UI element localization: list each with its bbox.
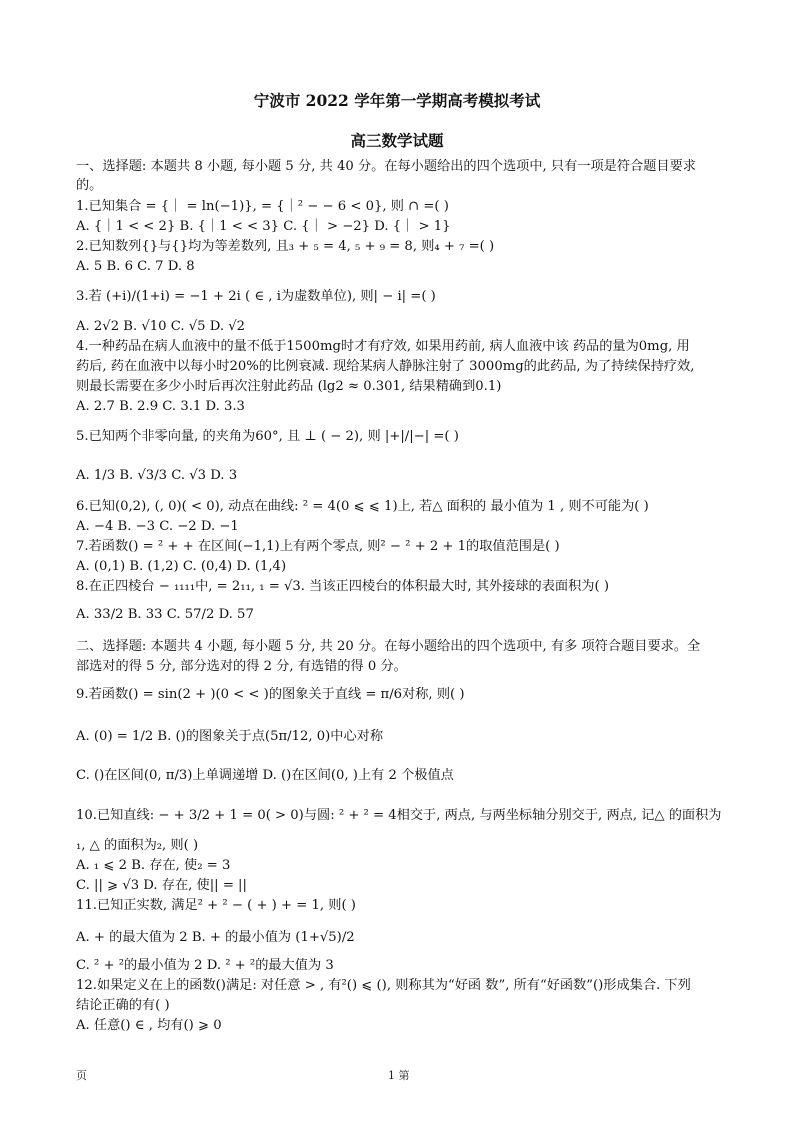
section1-intro-line1: 一、选择题: 本题共 8 小题, 每小题 5 分, 共 40 分。在每小题给出的四个选项中, 只有一项是符合题目要求: [76, 159, 696, 174]
q10-line2: ₁, △ 的面积为₂, 则( ): [76, 838, 199, 853]
q11-options-ab: A. + 的最大值为 2 B. + 的最小值为 (1+√5)/2: [76, 930, 355, 945]
q4-line3: 则最长需要在多少小时后再次注射此药品 (lg2 ≈ 0.301, 结果精确到0.1): [76, 379, 502, 394]
section2-intro-line1: 二、选择题: 本题共 4 小题, 每小题 5 分, 共 20 分。在每小题给出的四个选项中, 有多 项符合题目要求。全: [76, 639, 701, 654]
q9-options-cd: C. ()在区间(0, π/3)上单调递增 D. ()在区间(0, )上有 2 个极值点: [76, 768, 454, 783]
q10-options-cd: C. || ⩾ √3 D. 存在, 使|| = ||: [76, 878, 247, 893]
q8-stem: 8.在正四棱台 − ₁₁₁₁中, = 2₁₁, ₁ = √3. 当该正四棱台的体积最大时, 其外接球的表面积为( ): [76, 579, 609, 594]
section2-intro-line2: 部选对的得 5 分, 部分选对的得 2 分, 有选错的得 0 分。: [76, 659, 407, 674]
q7-stem: 7.若函数() = ² + + 在区间(−1,1)上有两个零点, 则² − ² + 2 + 1的取值范围是( ): [76, 539, 560, 554]
q11-stem: 11.已知正实数, 满足² + ² − ( + ) + = 1, 则( ): [76, 898, 356, 913]
q5-options: A. 1/3 B. √3/3 C. √3 D. 3: [76, 468, 238, 483]
q3-options: A. 2√2 B. √10 C. √5 D. √2: [76, 319, 246, 334]
q4-options: A. 2.7 B. 2.9 C. 3.1 D. 3.3: [76, 399, 245, 414]
q8-options: A. 33/2 B. 33 C. 57/2 D. 57: [76, 607, 254, 622]
subject-title: 高三数学试题: [350, 131, 444, 150]
q11-options-cd: C. ² + ²的最小值为 2 D. ² + ²的最大值为 3: [76, 958, 334, 973]
q12-line2: 结论正确的有( ): [76, 998, 170, 1013]
footer-page-label: 页: [76, 1069, 87, 1082]
q10-options-ab: A. ₁ ⩽ 2 B. 存在, 使₂ = 3: [76, 858, 231, 873]
section1-intro-line2: 的。: [76, 178, 103, 193]
q6-stem: 6.已知(0,2), (, 0)( < 0), 动点在曲线: ² = 4(0 ⩽ ⩽ 1)上, 若△ 面积的 最小值为 1 , 则不可能为( ): [76, 499, 649, 514]
footer-page-number: 1 第: [388, 1069, 410, 1082]
q12-option-a: A. 任意() ∈ , 均有() ⩾ 0: [76, 1018, 222, 1033]
q5-stem: 5.已知两个非零向量, 的夹角为60°, 且 ⊥ ( − 2), 则 |+|/|−| =( ): [76, 429, 459, 444]
q2-options: A. 5 B. 6 C. 7 D. 8: [76, 259, 195, 274]
q1-stem: 1.已知集合 = {｜ = ln(−1)}, = {｜² − − 6 < 0}, 则 ∩ =( ): [76, 199, 449, 214]
q12-line1: 12.如果定义在上的函数()满足: 对任意 > , 有²() ⩽ (), 则称其为“好函 数”, 所有“好函数”()形成集合. 下列: [76, 978, 691, 993]
q4-line2: 药后, 药在血液中以每小时20%的比例衰减. 现给某病人静脉注射了 3000mg的此药品, 为了持续保持疗效,: [76, 359, 695, 374]
q9-stem: 9.若函数() = sin(2 + )(0 < < )的图象关于直线 = π/6对称, 则( ): [76, 687, 465, 702]
q3-stem: 3.若 (+i)/(1+i) = −1 + 2i ( ∈ , i为虚数单位), 则| − i| =( ): [76, 289, 436, 304]
exam-title: 宁波市 2022 学年第一学期高考模拟考试: [253, 91, 541, 110]
q10-line1: 10.已知直线: − + 3/2 + 1 = 0( > 0)与圆: ² + ² = 4相交于, 两点, 与两坐标轴分别交于, 两点, 记△ 的面积为: [76, 808, 722, 823]
q4-line1: 4.一种药品在病人血液中的量不低于1500mg时才有疗效, 如果用药前, 病人血液中该 药品的量为0mg, 用: [76, 339, 690, 354]
q9-options-ab: A. (0) = 1/2 B. ()的图象关于点(5π/12, 0)中心对称: [76, 729, 384, 744]
q7-options: A. (0,1) B. (1,2) C. (0,4) D. (1,4): [76, 559, 287, 574]
q1-options: A. {｜1 < < 2} B. {｜1 < < 3} C. {｜ > −2} D. {｜ > 1}: [76, 219, 451, 234]
q6-options: A. −4 B. −3 C. −2 D. −1: [76, 519, 239, 534]
q2-stem: 2.已知数列{}与{}均为等差数列, 且₃ + ₅ = 4, ₅ + ₉ = 8, 则₄ + ₇ =( ): [76, 239, 495, 254]
